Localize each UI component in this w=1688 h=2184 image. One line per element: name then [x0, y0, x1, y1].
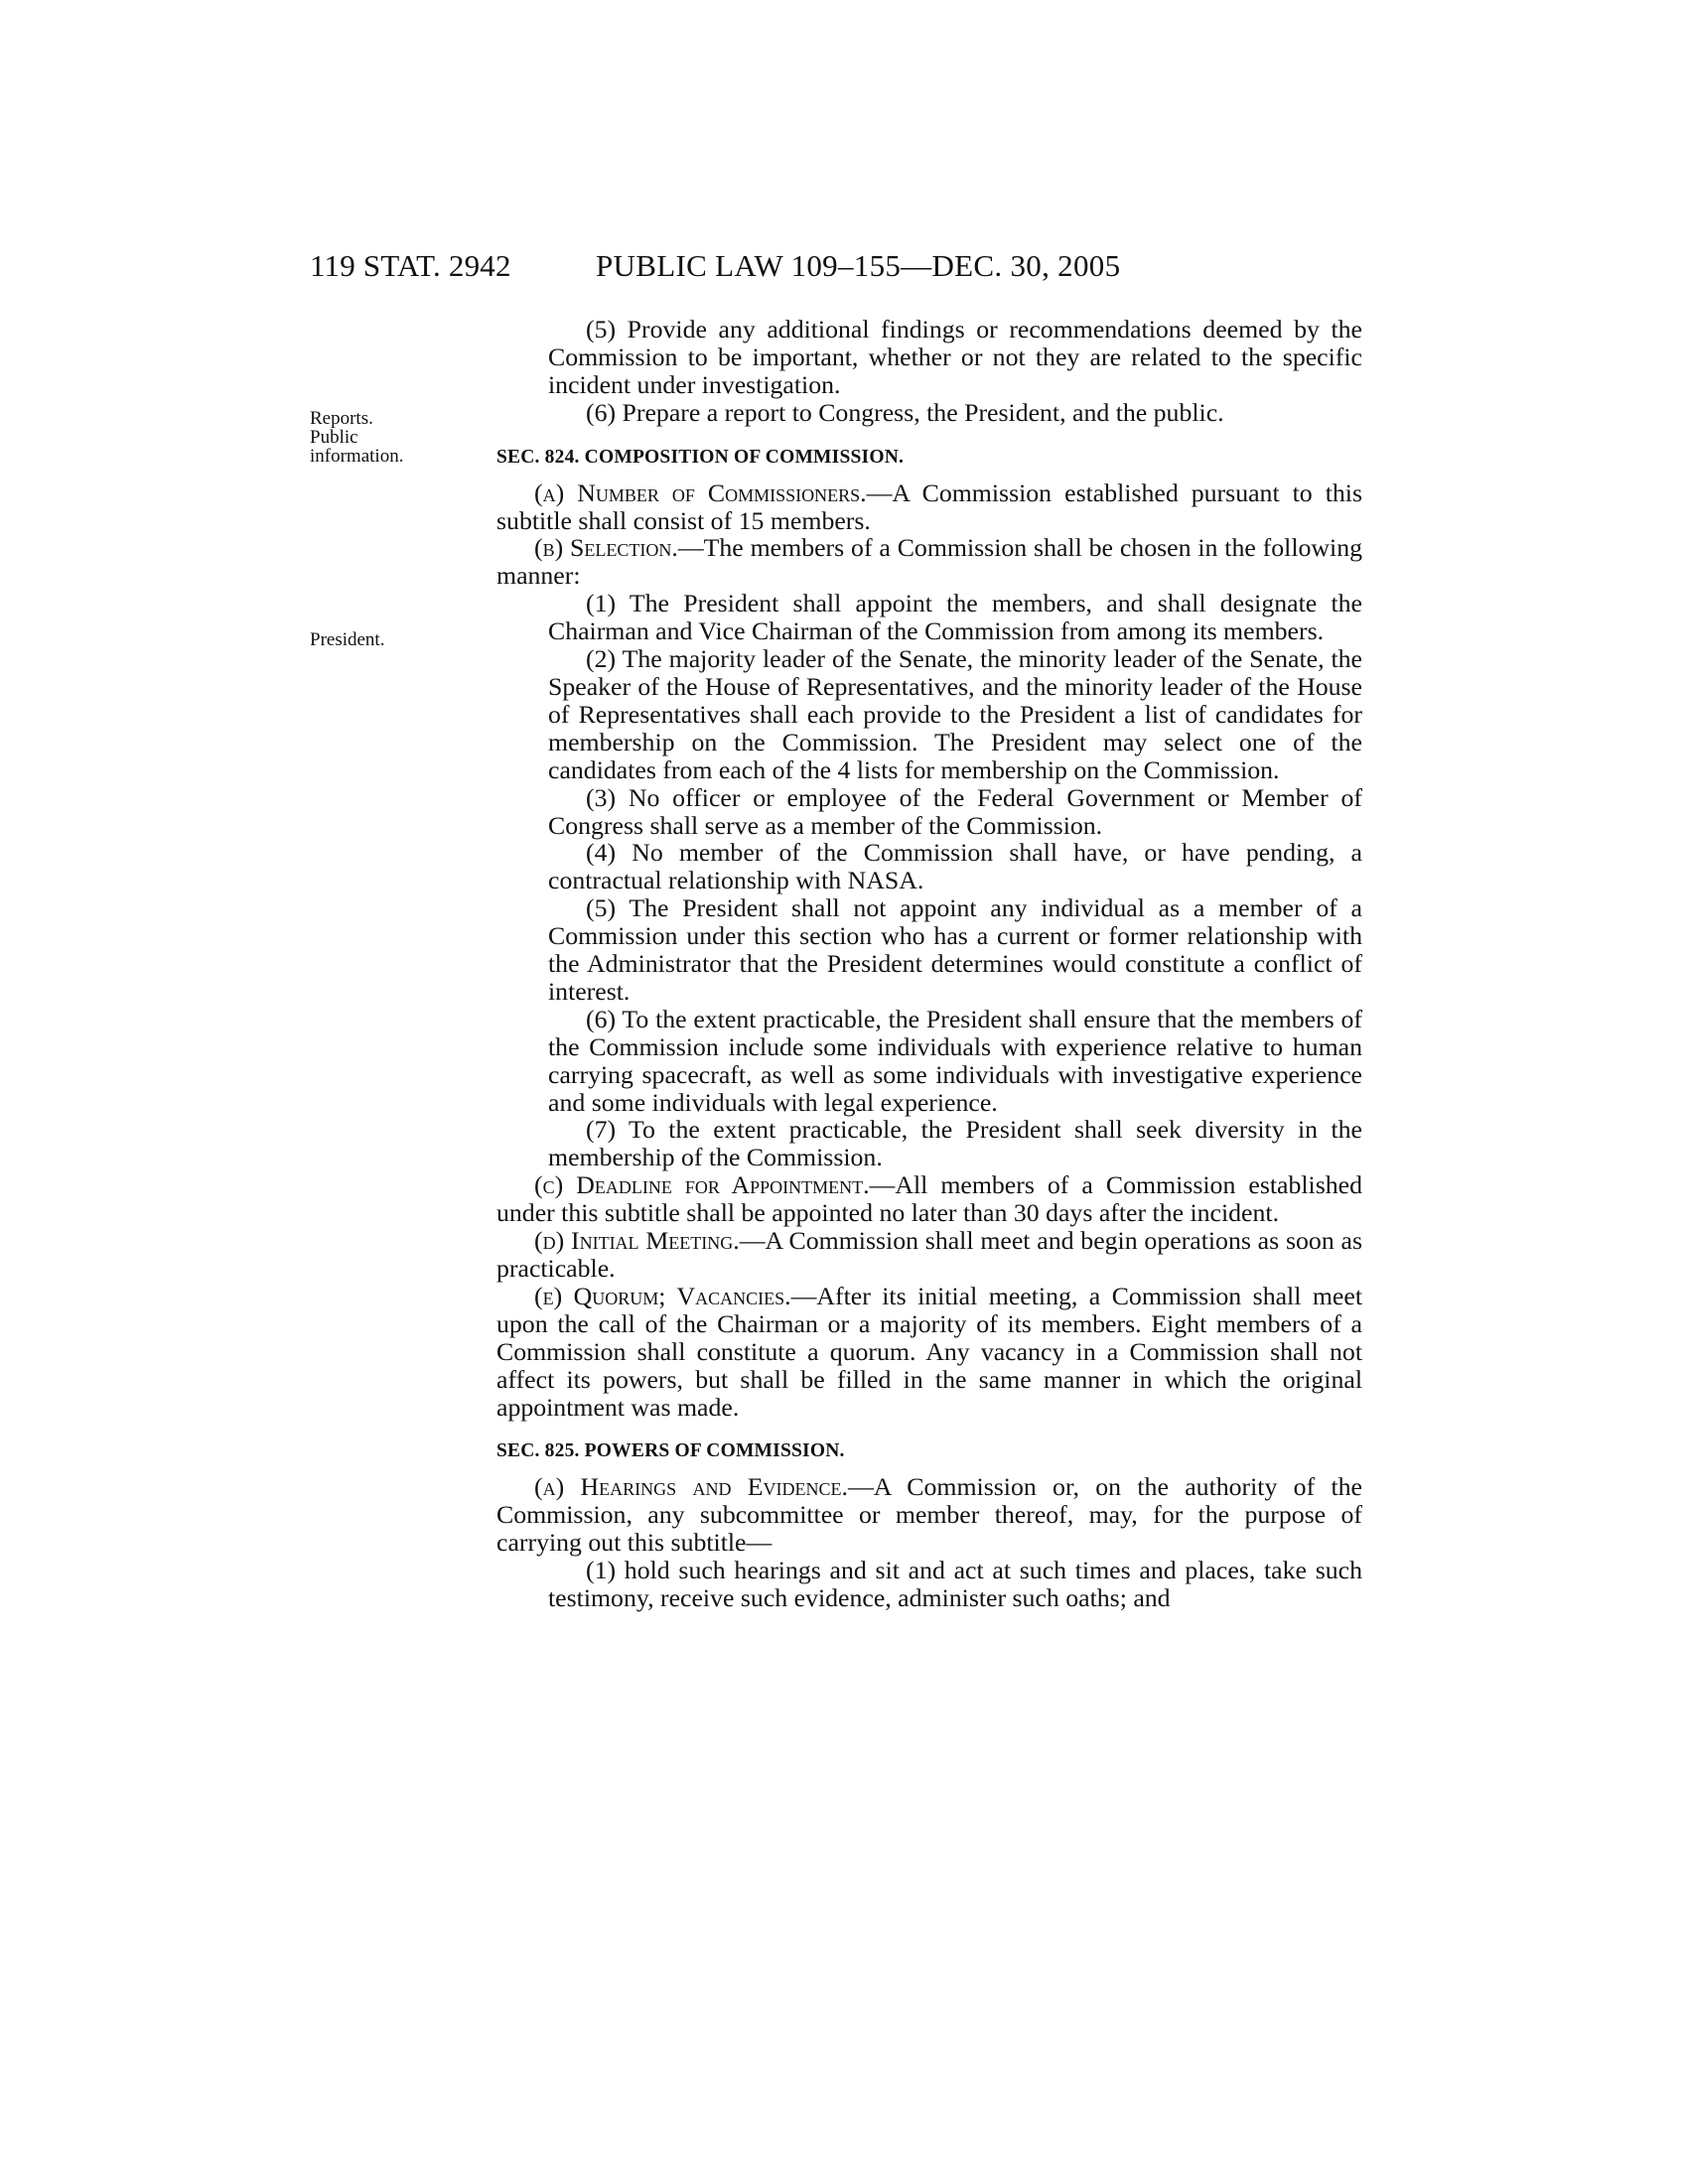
subsection-e-heading: (e) Quorum; Vacancies. — [534, 1281, 791, 1310]
subsection-a-heading: (a) Number of Commissioners. — [534, 478, 867, 507]
subsection-c-heading: (c) Deadline for Appointment. — [534, 1170, 870, 1200]
paragraph-b1: (1) The President shall appoint the members, and shall designate the Chairman and Vice Chairman of the Commission from among its members. — [548, 589, 1362, 646]
paragraph-b6: (6) To the extent practicable, the President shall ensure that the members of the Commission include some individuals with experience relative to human carrying spacecraft, as well as some individuals with investigative experience and some individuals with legal experience. — [548, 1004, 1362, 1117]
subsection-e — [496, 1283, 1362, 1422]
section-825-heading: SEC. 825. POWERS OF COMMISSION. — [496, 1440, 845, 1462]
subsection-b — [496, 534, 1362, 590]
subsection-c-text: —All members of a Commission established under this subtitle shall be appointed no later than 30 days after the incident. — [496, 1170, 1362, 1228]
paragraph-b3: (3) No officer or employee of the Federal Government or Member of Congress shall serve as a member of the Commission. — [548, 782, 1362, 840]
paragraph-b2: (2) The majority leader of the Senate, the minority leader of the Senate, the Speaker of the House of Representatives, and the minority leader of the House of Representatives shall each provide to the President a list of candidates for membership on the Commission. The President may select one of the candidates from each of the 4 lists for membership on the Commission. — [548, 644, 1362, 784]
paragraph-b5: (5) The President shall not appoint any individual as a member of a Commission under this section who has a current or former relationship with the Administrator that the President determines would constitute a conflict of interest. — [548, 893, 1362, 1006]
statute-page-number: 119 STAT. 2942 — [310, 248, 511, 283]
paragraph-b7: (7) To the extent practicable, the President shall seek diversity in the membership of the Commission. — [548, 1115, 1362, 1172]
subsection-d-text: —A Commission shall meet and begin operations as soon as practicable. — [496, 1226, 1363, 1283]
subsection-b-heading: (b) Selection. — [534, 533, 678, 563]
subsection-a-text: —A Commission established pursuant to this subtitle shall consist of 15 members. — [496, 478, 1362, 535]
margin-note-president: President. — [310, 629, 385, 650]
subsection-825-a-text: —A Commission or, on the authority of the Commission, any subcommittee or member thereof, may, for the purpose of carrying out this subtitle— — [496, 1472, 1363, 1558]
subsection-a — [496, 479, 1362, 535]
subsection-e-text: —After its initial meeting, a Commission shall meet upon the call of the Chairman or a majority of its members. Eight members of a Commission shall constitute a quorum. Any vacancy in a Commission shall not affect its powers, but shall be filled in the same manner in which the original appointment was made. — [496, 1281, 1362, 1422]
subsection-825-a — [496, 1473, 1362, 1557]
subsection-d-heading: (d) Initial Meeting. — [534, 1226, 740, 1256]
paragraph-825-a1: (1) hold such hearings and sit and act at such times and places, take such testimony, receive such evidence, administer such oaths; and — [548, 1556, 1362, 1613]
margin-note-line: Public — [310, 427, 358, 448]
page-header-title: PUBLIC LAW 109–155—DEC. 30, 2005 — [596, 248, 1121, 283]
section-824-heading: SEC. 824. COMPOSITION OF COMMISSION. — [496, 446, 905, 468]
paragraph-5: (5) Provide any additional findings or recommendations deemed by the Commission to be important, whether or not they are related to the specific incident under investigation. — [548, 315, 1362, 399]
margin-note-line: information. — [310, 446, 404, 467]
subsection-825-a-heading: (a) Hearings and Evidence. — [534, 1472, 848, 1502]
subsection-c — [496, 1171, 1362, 1227]
margin-note-reports — [310, 409, 403, 466]
paragraph-6: (6) Prepare a report to Congress, the President, and the public. — [586, 397, 1224, 427]
margin-note-line: Reports. — [310, 408, 373, 429]
paragraph-b4: (4) No member of the Commission shall have, or have pending, a contractual relationship with NASA. — [548, 838, 1362, 895]
document-body — [496, 316, 1362, 1612]
subsection-b-text: —The members of a Commission shall be chosen in the following manner: — [496, 533, 1362, 591]
subsection-d — [496, 1227, 1362, 1283]
